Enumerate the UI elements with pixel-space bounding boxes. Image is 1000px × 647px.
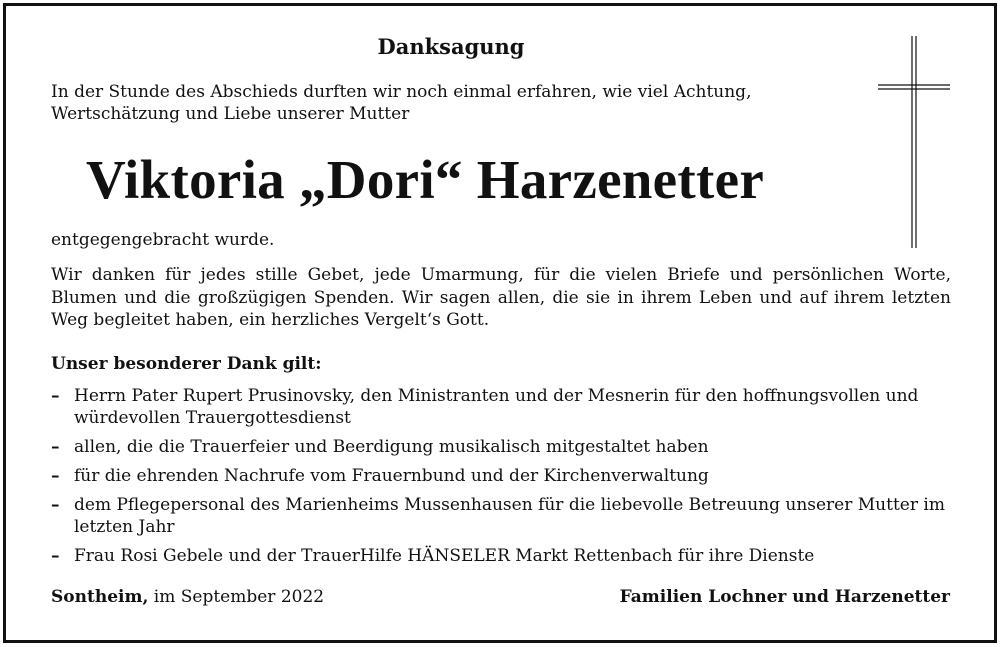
signature: Familien Lochner und Harzenetter: [619, 587, 950, 607]
intro-text: In der Stunde des Abschieds durften wir noch einmal erfahren, wie viel Achtung, Wertschätzung und Liebe unserer Mutter: [51, 82, 752, 124]
cross-icon: [878, 36, 950, 248]
place-date: [51, 587, 324, 607]
list-item-text: allen, die die Trauerfeier und Beerdigung musikalisch mitgestaltet haben: [74, 437, 709, 457]
list-item: [51, 385, 951, 429]
list-item: [51, 436, 951, 458]
list-item: [51, 465, 951, 487]
bullet-dash: –: [51, 386, 60, 406]
bullet-dash: –: [51, 437, 60, 457]
place: Sontheim,: [51, 587, 149, 607]
announcement-heading: Danksagung: [377, 34, 525, 59]
list-item: [51, 494, 951, 538]
thanks-paragraph: Wir danken für jedes stille Gebet, jede Umarmung, für die vielen Briefe und persönlichen Worte, Blumen und die großzügigen Spenden. Wir sagen allen, die sie in ihrem Leben und auf ihrem letzten Weg begleitet haben, ein herzliches Vergelt‘s Gott.: [51, 265, 951, 330]
list-item-text: Frau Rosi Gebele und der TrauerHilfe HÄNSELER Markt Rettenbach für ihre Dienste: [74, 546, 815, 566]
special-thanks-list: [51, 385, 951, 567]
bullet-dash: –: [51, 466, 60, 486]
special-thanks-heading: Unser besonderer Dank gilt:: [51, 354, 322, 374]
list-item-text: Herrn Pater Rupert Prusinovsky, den Ministranten und der Mesnerin für den hoffnungsvollen und würdevollen Trauergottesdienst: [74, 386, 919, 428]
list-item: [51, 545, 951, 567]
bullet-dash: –: [51, 495, 60, 515]
date: im September 2022: [148, 587, 325, 607]
list-item-text: dem Pflegepersonal des Marienheims Mussenhausen für die liebevolle Betreuung unserer Mutter im letzten Jahr: [74, 495, 945, 537]
bullet-dash: –: [51, 546, 60, 566]
list-item-text: für die ehrenden Nachrufe vom Frauernbund und der Kirchenverwaltung: [74, 466, 709, 486]
after-name-text: entgegengebracht wurde.: [51, 230, 275, 250]
deceased-name: Viktoria „Dori“ Harzenetter: [86, 149, 765, 210]
